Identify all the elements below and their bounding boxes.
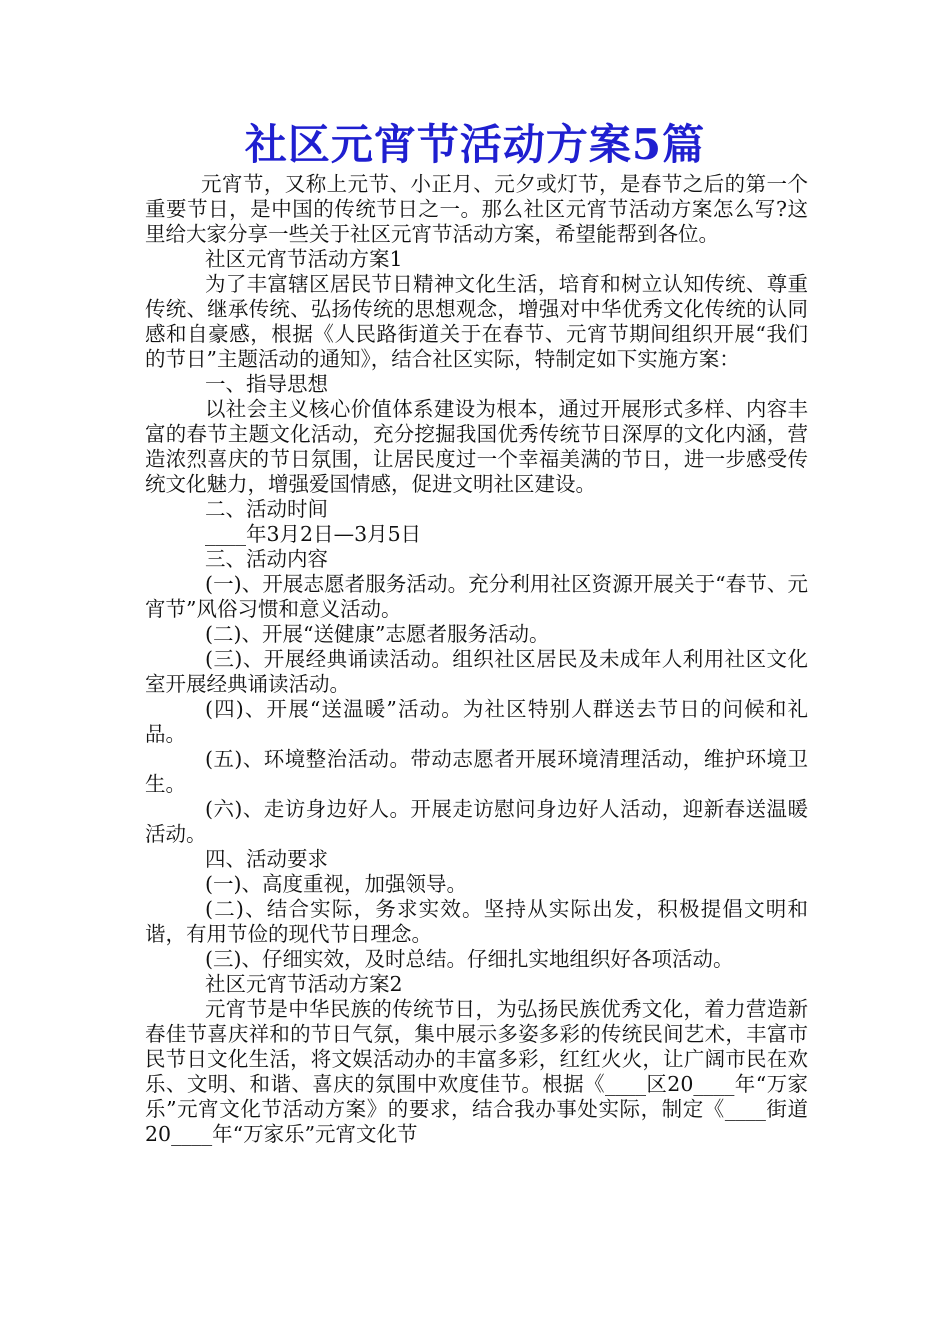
section-heading-plan-1: 社区元宵节活动方案1 bbox=[205, 247, 403, 271]
document-title: 社区元宵节活动方案5篇 bbox=[244, 120, 706, 169]
subheading-activity-time: 二、活动时间 bbox=[205, 497, 328, 521]
list-item: (五)、环境整治活动。带动志愿者开展环境清理活动，维护环境卫生。 bbox=[145, 747, 808, 796]
subheading-activity-content: 三、活动内容 bbox=[205, 547, 328, 571]
intro-paragraph: 元宵节，又称上元节、小正月、元夕或灯节，是春节之后的第一个重要节日，是中国的传统节日之一。那么社区元宵节活动方案怎么写?这里给大家分享一些关于社区元宵节活动方案，希望能帮到各位。 bbox=[145, 172, 808, 246]
body-paragraph: 元宵节是中华民族的传统节日，为弘扬民族优秀文化，着力营造新春佳节喜庆祥和的节日气氛，集中展示多姿多彩的传统民间艺术，丰富市民节日文化生活，将文娱活动办的丰富多彩，红红火火，让广阔市民在欢乐、文明、和谐、喜庆的氛围中欢度佳节。根据《____区20____年“万家乐”元宵文化节活动方案》的要求，结合我办事处实际，制定《____街道20____年“万家乐”元宵文化节 bbox=[145, 997, 808, 1146]
list-item: (一)、开展志愿者服务活动。充分利用社区资源开展关于“春节、元宵节”风俗习惯和意义活动。 bbox=[145, 572, 808, 621]
list-item: (二)、结合实际，务求实效。坚持从实际出发，积极提倡文明和谐，有用节俭的现代节日理念。 bbox=[145, 897, 808, 946]
list-item: (三)、开展经典诵读活动。组织社区居民及未成年人利用社区文化室开展经典诵读活动。 bbox=[145, 647, 808, 696]
activity-date: ____年3月2日—3月5日 bbox=[205, 522, 422, 546]
subheading-activity-requirements: 四、活动要求 bbox=[205, 847, 328, 871]
list-item: (六)、走访身边好人。开展走访慰问身边好人活动，迎新春送温暖活动。 bbox=[145, 797, 808, 846]
body-paragraph: 以社会主义核心价值体系建设为根本，通过开展形式多样、内容丰富的春节主题文化活动，充分挖掘我国优秀传统节日深厚的文化内涵，营造浓烈喜庆的节日氛围，让居民度过一个幸福美满的节日，进一步感受传统文化魅力，增强爱国情感，促进文明社区建设。 bbox=[145, 397, 808, 496]
section-heading-plan-2: 社区元宵节活动方案2 bbox=[205, 972, 403, 996]
list-item: (四)、开展“送温暖”活动。为社区特别人群送去节日的问候和礼品。 bbox=[145, 697, 808, 746]
list-item: (一)、高度重视，加强领导。 bbox=[205, 872, 467, 896]
list-item: (三)、仔细实效，及时总结。仔细扎实地组织好各项活动。 bbox=[205, 947, 734, 971]
subheading-guiding-thought: 一、指导思想 bbox=[205, 372, 328, 396]
body-paragraph: 为了丰富辖区居民节日精神文化生活，培育和树立认知传统、尊重传统、继承传统、弘扬传统的思想观念，增强对中华优秀文化传统的认同感和自豪感，根据《人民路街道关于在春节、元宵节期间组织开展“我们的节日”主题活动的通知》，结合社区实际，特制定如下实施方案： bbox=[145, 272, 808, 371]
document-body bbox=[145, 172, 808, 1147]
list-item: (二)、开展“送健康”志愿者服务活动。 bbox=[205, 622, 550, 646]
